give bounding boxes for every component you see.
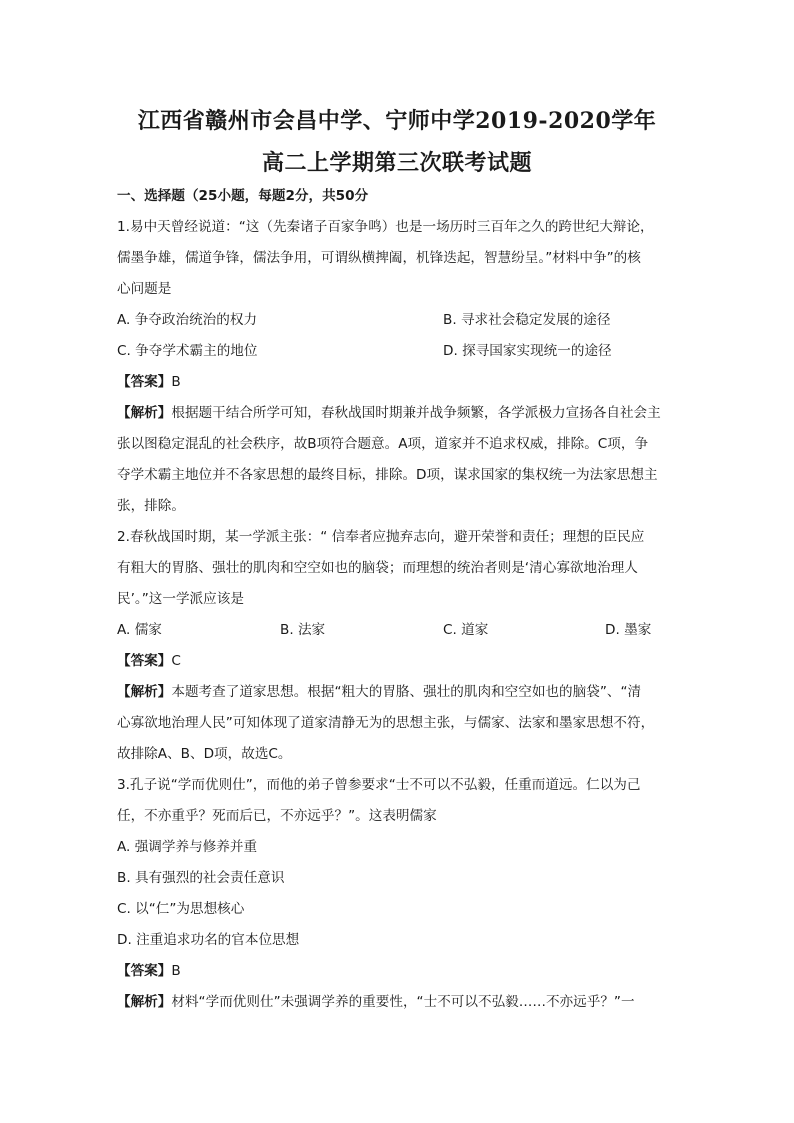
answer-value: B <box>171 374 181 390</box>
analysis-line: 根据题干结合所学可知，春秋战国时期兼并战争频繁，各学派极力宣扬各自社会主 <box>171 405 661 421</box>
doc-title-line1: 江西省赣州市会昌中学、宁师中学2019-2020学年 <box>137 108 657 134</box>
q1-option-a: A. 争夺政治统治的权力 <box>117 312 258 328</box>
q1-stem-line: 心问题是 <box>117 281 172 297</box>
analysis-tag: 【解析】 <box>117 994 172 1010</box>
answer-value: B <box>171 963 181 979</box>
q2-answer <box>117 652 181 670</box>
q1-stem-line: 1.易中天曾经说道：“这（先秦诸子百家争鸣）也是一场历时三百年之久的跨世纪大辩论， <box>117 219 654 235</box>
q3-option-c: C. 以“仁”为思想核心 <box>117 901 245 917</box>
q3-option-d: D. 注重追求功名的官本位思想 <box>117 932 300 948</box>
analysis-line: 材料“学而优则仕”未强调学养的重要性，“士不可以不弘毅……不亦远乎？”一 <box>171 994 635 1010</box>
q1-analysis-line: 张，排除。 <box>117 498 185 514</box>
q3-stem-line: 3.孔子说“学而优则仕”，而他的弟子曾参要求“士不可以不弘毅，任重而道远。仁以为己 <box>117 777 641 793</box>
q2-analysis <box>117 683 641 701</box>
answer-tag: 【答案】 <box>117 374 172 390</box>
q2-stem-line: 有粗大的胃胳、强壮的肌肉和空空如也的脑袋；而理想的统治者则是‘清心寡欲地治理人 <box>117 560 638 576</box>
q2-option-a: A. 儒家 <box>117 622 162 638</box>
q3-option-b: B. 具有强烈的社会责任意识 <box>117 870 285 886</box>
doc-title-line2: 高二上学期第三次联考试题 <box>261 150 532 176</box>
q3-analysis <box>117 993 635 1011</box>
q2-option-d: D. 墨家 <box>605 622 652 638</box>
q1-option-c: C. 争夺学术霸主的地位 <box>117 343 258 359</box>
q2-stem-line: 2.春秋战国时期，某一学派主张：“ 信奉者应抛弃志向，避开荣誉和责任；理想的臣民应 <box>117 529 645 545</box>
q1-analysis-line: 夺学术霸主地位并不各家思想的最终目标，排除。D项，谋求国家的集权统一为法家思想主 <box>117 467 658 483</box>
analysis-tag: 【解析】 <box>117 684 172 700</box>
analysis-tag: 【解析】 <box>117 405 172 421</box>
q3-answer <box>117 962 181 980</box>
q3-stem-line: 任，不亦重乎？死而后已，不亦远乎？”。这表明儒家 <box>117 808 437 824</box>
q2-analysis-line: 心寡欲地治理人民”可知体现了道家清静无为的思想主张，与儒家、法家和墨家思想不符， <box>117 715 655 731</box>
analysis-line: 本题考查了道家思想。根据“粗大的胃胳、强壮的肌肉和空空如也的脑袋”、“清 <box>171 684 642 700</box>
section-heading: 一、选择题（25小题，每题2分，共50分 <box>117 188 369 204</box>
q1-option-b: B. 寻求社会稳定发展的途径 <box>443 312 611 328</box>
q1-answer <box>117 373 181 391</box>
answer-tag: 【答案】 <box>117 963 172 979</box>
answer-tag: 【答案】 <box>117 653 172 669</box>
q2-option-b: B. 法家 <box>280 622 326 638</box>
q2-option-c: C. 道家 <box>443 622 489 638</box>
answer-value: C <box>171 653 181 669</box>
q1-option-d: D. 探寻国家实现统一的途径 <box>443 343 612 359</box>
q2-stem-line: 民’。”这一学派应该是 <box>117 591 244 607</box>
q3-option-a: A. 强调学养与修养并重 <box>117 839 258 855</box>
q1-analysis-line: 张以图稳定混乱的社会秩序，故B项符合题意。A项，道家并不追求权威，排除。C项，争 <box>117 436 649 452</box>
q2-analysis-line: 故排除A、B、D项，故选C。 <box>117 746 292 762</box>
q1-stem-line: 儒墨争雄，儒道争锋，儒法争用，可谓纵横捭阖，机锋迭起，智慧纷呈。”材料中争”的核 <box>117 250 641 266</box>
q1-analysis <box>117 404 661 422</box>
